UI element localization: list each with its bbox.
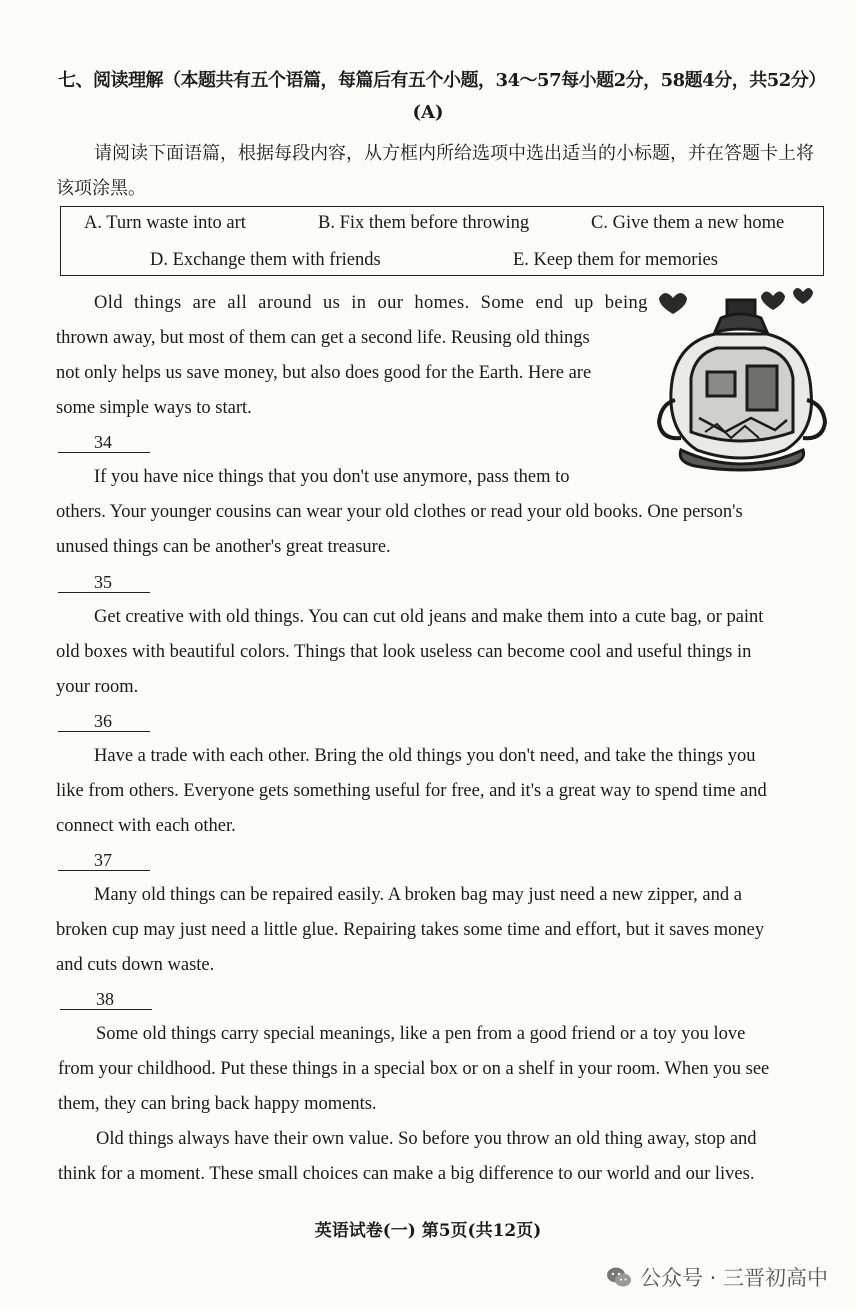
- paragraph-line: like from others. Everyone gets something useful for free, and it's a great way to spend time and: [56, 781, 767, 801]
- paragraph-line: broken cup may just need a little glue. Repairing takes some time and effort, but it saves money: [56, 920, 765, 940]
- option-a: A. Turn waste into art: [84, 213, 246, 233]
- wechat-icon: [606, 1266, 632, 1288]
- option-b: B. Fix them before throwing: [318, 213, 530, 233]
- options-box: [60, 206, 824, 276]
- paragraph-line: Have a trade with each other. Bring the old things you don't need, and take the things you: [94, 746, 756, 766]
- paragraph-37: [56, 878, 764, 983]
- intro-line: Old things are all around us in our homes. Some end up being: [94, 293, 648, 313]
- intro-line: some simple ways to start.: [56, 398, 252, 418]
- paragraph-line: Many old things can be repaired easily. A broken bag may just need a new zipper, and a: [94, 885, 742, 905]
- jar-illustration: [655, 282, 830, 472]
- paragraph-line: Old things always have their own value. So before you throw an old thing away, stop and: [96, 1129, 757, 1149]
- paragraph-line: Some old things carry special meanings, like a pen from a good friend or a toy you love: [96, 1024, 746, 1044]
- intro-paragraph: [56, 286, 648, 426]
- paragraph-line: them, they can bring back happy moments.: [58, 1094, 377, 1114]
- paragraph-38: [58, 1017, 769, 1122]
- paragraph-line: If you have nice things that you don't use anymore, pass them to: [94, 467, 570, 487]
- paragraph-36: [56, 739, 767, 844]
- paragraph-line: Get creative with old things. You can cut old jeans and make them into a cute bag, or paint: [94, 607, 764, 627]
- option-e: E. Keep them for memories: [513, 250, 718, 270]
- paragraph-line: old boxes with beautiful colors. Things that look useless can become cool and useful things in: [56, 642, 752, 662]
- intro-line: thrown away, but most of them can get a second life. Reusing old things: [56, 328, 590, 348]
- option-d: D. Exchange them with friends: [150, 250, 381, 270]
- watermark-text: 公众号 · 三晋初高中: [639, 1266, 828, 1290]
- paragraph-line: think for a moment. These small choices can make a big difference to our world and our lives.: [58, 1164, 755, 1184]
- page-footer: 英语试卷(一) 第5页(共12页): [314, 1221, 542, 1241]
- answer-blank-35: 35: [58, 571, 150, 593]
- paragraph-line: your room.: [56, 677, 139, 697]
- option-c: C. Give them a new home: [591, 213, 785, 233]
- watermark: [606, 1262, 828, 1292]
- answer-blank-37: 37: [58, 849, 150, 871]
- section-title: 七、阅读理解（本题共有五个语篇，每篇后有五个小题，34～57每小题2分，58题4分，共52分）: [58, 70, 826, 91]
- intro-line: not only helps us save money, but also does good for the Earth. Here are: [56, 363, 592, 383]
- answer-blank-38: 38: [60, 988, 152, 1010]
- paragraph-line: others. Your younger cousins can wear your old clothes or read your old books. One person's: [56, 502, 743, 522]
- paragraph-35: [56, 600, 763, 705]
- closing-paragraph: [58, 1122, 757, 1192]
- answer-blank-34: 34: [58, 431, 150, 453]
- paragraph-line: and cuts down waste.: [56, 955, 215, 975]
- instructions: 请阅读下面语篇，根据每段内容，从方框内所给选项中选出适当的小标题，并在答题卡上将该项涂黑。: [56, 143, 814, 199]
- paragraph-34: [56, 460, 743, 565]
- paragraph-line: unused things can be another's great treasure.: [56, 537, 391, 557]
- answer-blank-36: 36: [58, 710, 150, 732]
- paragraph-line: from your childhood. Put these things in a special box or on a shelf in your room. When you see: [58, 1059, 770, 1079]
- part-label: (A): [412, 102, 444, 123]
- paragraph-line: connect with each other.: [56, 816, 236, 836]
